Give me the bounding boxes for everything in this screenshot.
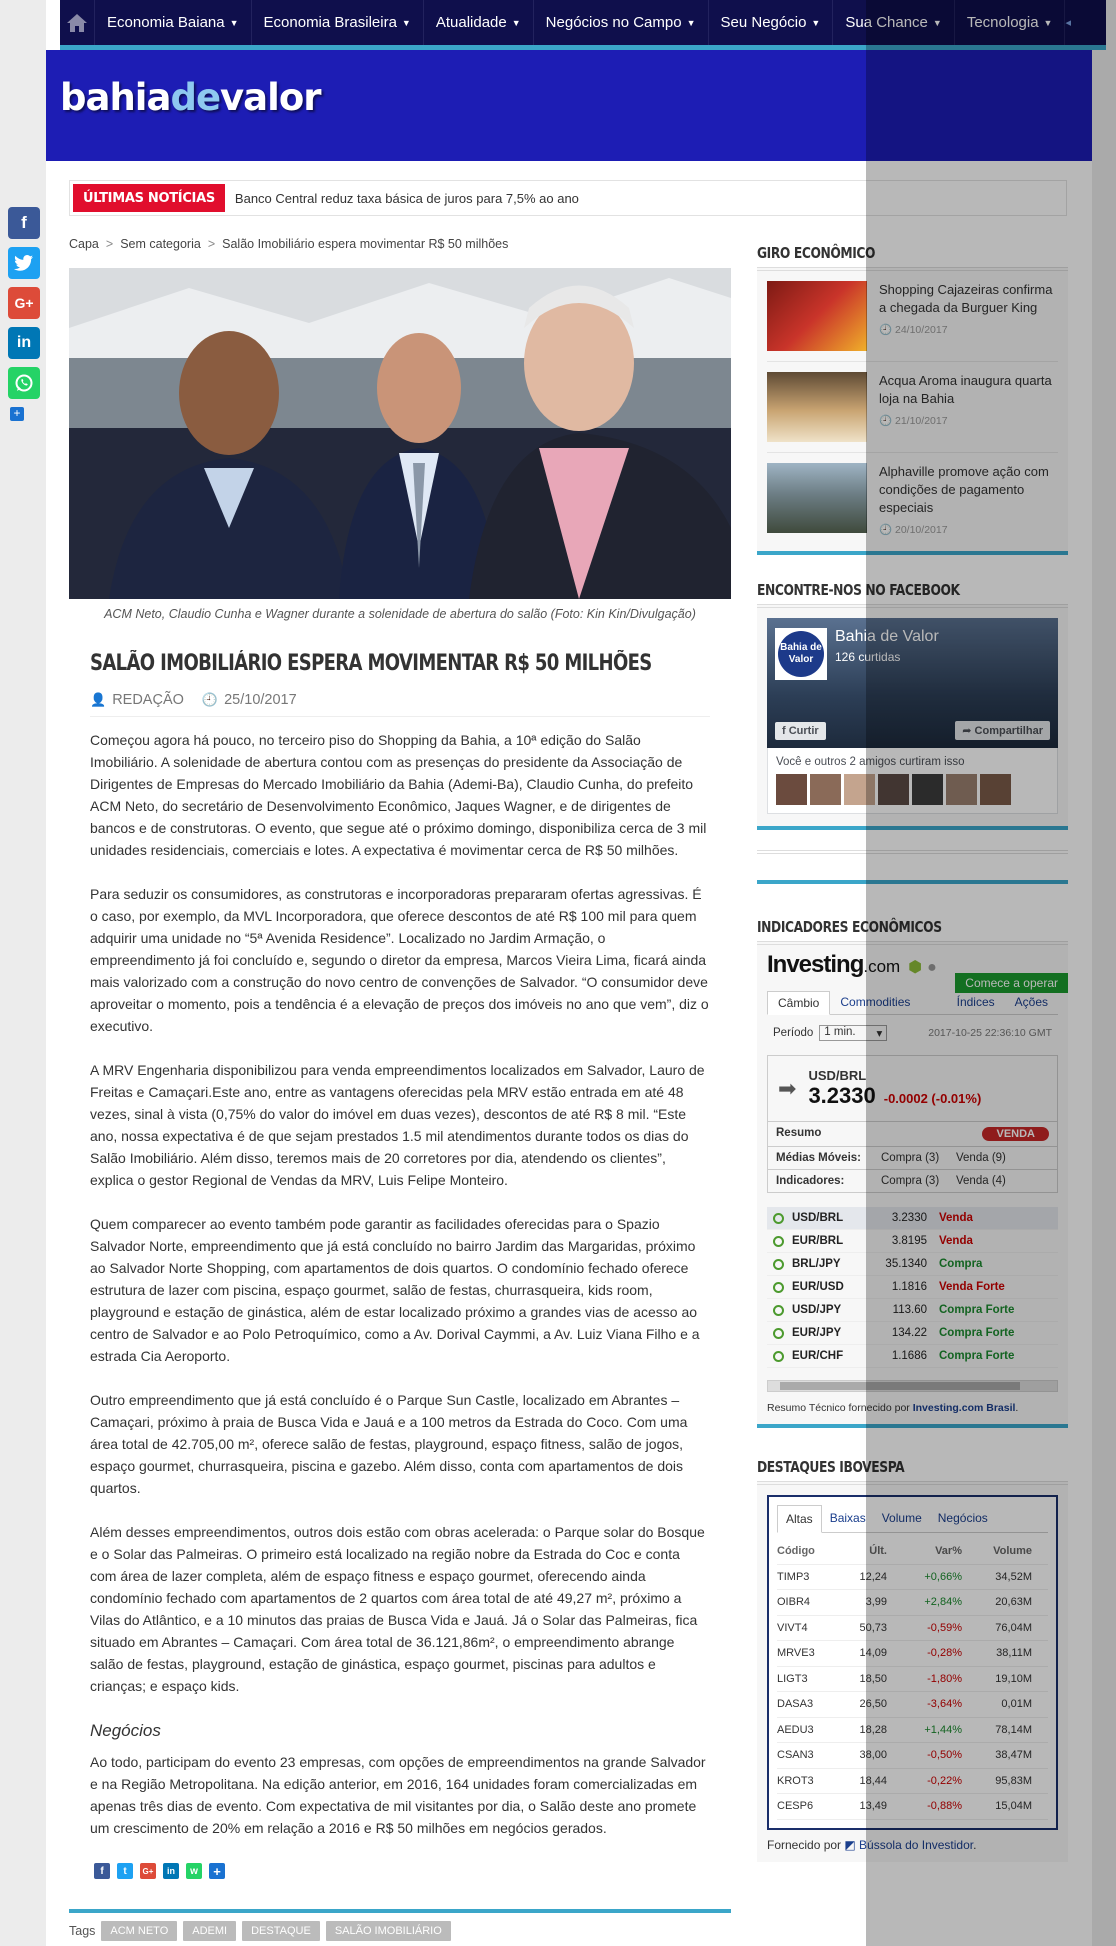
bussola-link[interactable]: Bússola do Investidor bbox=[859, 1837, 974, 1852]
giro-date-text: 24/10/2017 bbox=[895, 324, 948, 336]
widget-title-ibovespa: DESTAQUES IBOVESPA bbox=[757, 1458, 905, 1476]
friend-avatar[interactable] bbox=[878, 774, 909, 805]
rate-signal: Venda Forte bbox=[939, 1281, 1005, 1293]
nav-atualidade[interactable] bbox=[424, 0, 534, 45]
footer-text: Fornecido por bbox=[767, 1837, 845, 1852]
medias-buy: Compra (3) bbox=[881, 1152, 940, 1164]
facebook-share-icon[interactable]: f bbox=[8, 207, 40, 239]
rate-value: 134.22 bbox=[891, 1327, 927, 1339]
giro-item[interactable] bbox=[757, 453, 1068, 539]
stock-last: 18,50 bbox=[859, 1672, 887, 1685]
more-share-icon[interactable]: + bbox=[10, 407, 24, 421]
clock-icon bbox=[773, 1328, 784, 1339]
rate-row[interactable] bbox=[767, 1276, 1058, 1299]
investing-footer bbox=[767, 1402, 1058, 1414]
breadcrumb-category-link[interactable]: Sem categoria bbox=[120, 237, 201, 251]
rate-value: 3.8195 bbox=[891, 1235, 927, 1247]
article-meta bbox=[90, 692, 710, 717]
facebook-like-count: 126 curtidas bbox=[835, 650, 901, 664]
nav-label: Economia Baiana bbox=[107, 14, 225, 31]
quote-change: -0.0002 (-0.01%) bbox=[883, 1091, 982, 1106]
breadcrumb bbox=[69, 237, 508, 251]
stock-change: -1,80% bbox=[927, 1672, 962, 1685]
table-row[interactable] bbox=[777, 1616, 1048, 1642]
stock-last: 18,44 bbox=[859, 1774, 887, 1787]
stock-code[interactable]: DASA3 bbox=[777, 1698, 814, 1711]
rate-symbol[interactable]: EUR/USD bbox=[792, 1281, 844, 1293]
nav-negocios-no-campo[interactable] bbox=[534, 0, 709, 45]
article-paragraph: Ao todo, participam do evento 23 empresas, com opções de empreendimentos na grande Salvador e na Região Metropolitana. Na edição anterior, em 2016, 164 unidades foram comercializadas em apenas três dias de evento. Com expectativa de mil visitantes por dia, o Salão deste ano promete um crescimento de 20% em relação a 2016 e R$ 50 milhões em negócios gerados. bbox=[90, 1754, 706, 1836]
stock-volume: 76,04M bbox=[995, 1621, 1032, 1634]
stock-last: 26,50 bbox=[859, 1698, 887, 1711]
apple-icon[interactable]: ● bbox=[927, 959, 936, 976]
period-row bbox=[767, 1021, 1058, 1045]
arrow-right-icon: ➡ bbox=[778, 1075, 797, 1101]
stock-change: -0,22% bbox=[927, 1774, 962, 1787]
start-trading-button[interactable]: Comece a operar bbox=[955, 973, 1068, 993]
tab-acoes[interactable]: Ações bbox=[1014, 995, 1048, 1009]
rate-row[interactable] bbox=[767, 1345, 1058, 1368]
friend-avatar[interactable] bbox=[980, 774, 1011, 805]
nav-economia-baiana[interactable] bbox=[95, 0, 252, 45]
giro-item-title[interactable]: Acqua Aroma inaugura quarta loja na Bahia bbox=[879, 373, 1052, 406]
facebook-page-name[interactable]: Bahia de Valor bbox=[835, 628, 939, 645]
rate-symbol[interactable]: EUR/JPY bbox=[792, 1327, 842, 1339]
caret-down-icon: ▼ bbox=[686, 17, 696, 28]
tag-link[interactable]: ACM NETO bbox=[101, 1921, 177, 1941]
stock-change: +2,84% bbox=[924, 1596, 962, 1609]
clock-icon bbox=[773, 1259, 784, 1270]
tab-altas[interactable]: Altas bbox=[777, 1505, 822, 1533]
linkedin-share-icon[interactable]: in bbox=[163, 1863, 179, 1879]
stock-change: +1,44% bbox=[924, 1723, 962, 1736]
rate-value: 3.2330 bbox=[891, 1212, 927, 1224]
inline-share-bar bbox=[94, 1863, 731, 1879]
rate-value: 1.1816 bbox=[891, 1281, 927, 1293]
giro-item-date: 🕘 20/10/2017 bbox=[879, 524, 948, 536]
stock-change: -0,88% bbox=[927, 1800, 962, 1813]
breadcrumb-separator: > bbox=[105, 237, 114, 251]
stock-volume: 15,04M bbox=[995, 1800, 1032, 1813]
stock-volume: 78,14M bbox=[995, 1723, 1032, 1736]
stock-volume: 38,11M bbox=[996, 1647, 1032, 1660]
compass-icon: ◩ bbox=[844, 1837, 860, 1852]
friend-avatar[interactable] bbox=[912, 774, 943, 805]
stock-volume: 20,63M bbox=[995, 1596, 1032, 1609]
tab-indices[interactable]: Índices bbox=[956, 995, 995, 1009]
like-label: Curtir bbox=[788, 725, 819, 737]
breadcrumb-home-link[interactable]: Capa bbox=[69, 237, 99, 251]
indicators-label: Indicadores: bbox=[776, 1175, 845, 1187]
caret-down-icon: ▼ bbox=[1043, 17, 1053, 28]
share-arrow-icon: ➦ bbox=[962, 725, 975, 737]
article-subhead: Negócios bbox=[90, 1721, 161, 1740]
stock-code[interactable]: LIGT3 bbox=[777, 1672, 808, 1685]
rate-signal: Venda bbox=[939, 1212, 973, 1224]
rate-symbol[interactable]: USD/JPY bbox=[792, 1304, 842, 1316]
indicators-buy: Compra (3) bbox=[881, 1175, 940, 1187]
ibovespa-rows bbox=[777, 1565, 1048, 1820]
friends-text: Você e outros 2 amigos curtiram isso bbox=[776, 756, 965, 768]
facebook-friends bbox=[767, 748, 1058, 814]
column-header: Código bbox=[777, 1545, 815, 1558]
giro-item-date: 🕘 24/10/2017 bbox=[879, 324, 948, 336]
rates-table bbox=[767, 1207, 1058, 1368]
breadcrumb-current: Salão Imobiliário espera movimentar R$ 50 milhões bbox=[222, 237, 509, 251]
article-paragraph: Para seduzir os consumidores, as construtoras e incorporadoras prepararam ofertas agressivas. É o caso, por exemplo, da MVL Incorporadora, que oferece descontos de até R$ 100 mil para quem adquirir uma unidade no “5ª Avenida Residence”. Localizado no Jardim Armação, o empreendimento já foi concluído e, segundo o diretor da empresa, Marcos Vieira Lima, ficará ainda mais valorizado com a construção do novo centro de convenções de Salvador. “O consumidor deve aproveitar o momento, pois a tendência é a elevação de preços dos imóveis no ano que vem”, diz o executivo. bbox=[90, 886, 709, 1034]
rate-value: 35.1340 bbox=[885, 1258, 927, 1270]
stock-code[interactable]: CSAN3 bbox=[777, 1749, 814, 1762]
medias-sell: Venda (9) bbox=[956, 1152, 1006, 1164]
stock-last: 18,28 bbox=[859, 1723, 887, 1736]
stock-code[interactable]: TIMP3 bbox=[777, 1570, 810, 1583]
table-row[interactable] bbox=[777, 1743, 1048, 1769]
home-button[interactable] bbox=[60, 0, 95, 45]
logo-part: de bbox=[170, 76, 221, 119]
stock-volume: 34,52M bbox=[995, 1570, 1032, 1583]
tab-negocios[interactable]: Negócios bbox=[937, 1511, 988, 1525]
friend-avatar[interactable] bbox=[844, 774, 875, 805]
article-date: 25/10/2017 bbox=[224, 692, 297, 708]
rate-signal: Compra bbox=[939, 1258, 983, 1270]
article-paragraph: A MRV Engenharia disponibilizou para venda empreendimentos localizados em Salvador, Lauro de Freitas e Camaçari.Este ano, entre as vantagens oferecidas pela MRV estão entrada em até 48 vezes, sinal à vista (0,75% do valor do imóvel em duas vezes), descontos de até R$ 8 mil. “Este ano, nossa expectativa é de que sejam prestados 1.5 mil atendimentos durante todos os dias do Salão Imobiliário. Além disso, teremos mais de 20 corretores por dia, atendendo os clientes”, explica o gestor Regional de Vendas da MRV, Luis Felipe Monteiro. bbox=[90, 1062, 705, 1188]
clock-icon bbox=[773, 1213, 784, 1224]
brand-text: Investing bbox=[767, 951, 864, 978]
caret-down-icon: ▼ bbox=[511, 17, 521, 28]
clock-icon bbox=[773, 1351, 784, 1362]
period-label: Período bbox=[773, 1027, 814, 1039]
stock-last: 14,09 bbox=[859, 1647, 887, 1660]
tag-link[interactable]: DESTAQUE bbox=[242, 1921, 320, 1941]
stock-last: 50,73 bbox=[859, 1621, 887, 1634]
ibovespa-tabs bbox=[777, 1505, 1048, 1533]
stock-last: 3,99 bbox=[865, 1596, 887, 1609]
caret-down-icon: ▼ bbox=[229, 17, 239, 28]
friend-avatars bbox=[776, 774, 1049, 805]
indicators-sell: Venda (4) bbox=[956, 1175, 1006, 1187]
article-photo bbox=[69, 268, 731, 599]
table-row[interactable] bbox=[777, 1692, 1048, 1718]
twitter-share-icon[interactable] bbox=[8, 247, 40, 279]
photo-caption: ACM Neto, Claudio Cunha e Wagner durante a solenidade de abertura do salão (Foto: Kin Kin/Divulgação) bbox=[104, 607, 696, 621]
stock-code[interactable]: CESP6 bbox=[777, 1800, 814, 1813]
logo-part: bahia bbox=[60, 76, 171, 119]
more-share-icon[interactable]: + bbox=[209, 1863, 225, 1879]
rate-symbol[interactable]: EUR/CHF bbox=[792, 1350, 844, 1362]
article-paragraph: Começou agora há pouco, no terceiro piso do Shopping da Bahia, a 10ª edição do Salão Imobiliário. A solenidade de abertura contou com as presenças do presidente da Associação de Dirigentes de Empresas do Mercado Imobiliário da Bahia (Ademi-Ba), Claudio Cunha, do prefeito ACM Neto, do secretário de Desenvolvimento Econômico, Jaques Wagner, e de dirigentes de bancos e de construtoras. O evento, que segue até o próximo domingo, disponibiliza cerca de 3 mil unidades residenciais, comerciais e lotes. A expectativa é movimentar cerca de R$ 50 milhões. bbox=[90, 732, 707, 858]
facebook-page-avatar[interactable] bbox=[775, 628, 827, 680]
resumo-badge: VENDA bbox=[982, 1127, 1049, 1141]
rate-signal: Compra Forte bbox=[939, 1304, 1015, 1316]
widget-title-facebook: ENCONTRE-NOS NO FACEBOOK bbox=[757, 581, 960, 599]
quote-box bbox=[767, 1055, 1058, 1193]
investing-link[interactable]: Investing.com Brasil bbox=[912, 1402, 1016, 1414]
whatsapp-share-icon[interactable]: w bbox=[186, 1863, 202, 1879]
tab-commodities[interactable]: Commodities bbox=[840, 995, 911, 1009]
facebook-widget bbox=[757, 604, 1068, 830]
stock-change: -0,59% bbox=[927, 1621, 962, 1634]
investing-widget bbox=[757, 941, 1068, 1428]
rate-symbol[interactable]: USD/BRL bbox=[792, 1212, 844, 1224]
giro-widget bbox=[757, 267, 1068, 555]
rate-row[interactable] bbox=[767, 1230, 1058, 1253]
quote-timestamp: 2017-10-25 22:36:10 GMT bbox=[928, 1027, 1052, 1039]
article-title: SALÃO IMOBILIÁRIO ESPERA MOVIMENTAR R$ 50 MILHÕES bbox=[90, 651, 652, 676]
rate-value: 113.60 bbox=[892, 1304, 927, 1316]
ibovespa-footer bbox=[767, 1838, 1058, 1852]
widget-title-giro: GIRO ECONÔMICO bbox=[757, 244, 876, 262]
google-plus-share-icon[interactable]: G+ bbox=[8, 287, 40, 319]
rate-row[interactable] bbox=[767, 1207, 1058, 1230]
empty-widget bbox=[757, 850, 1068, 884]
rate-row[interactable] bbox=[767, 1253, 1058, 1276]
column-header: Últ. bbox=[869, 1545, 887, 1558]
avatar-text: Bahia de Valor bbox=[778, 631, 824, 677]
stock-last: 13,49 bbox=[859, 1800, 887, 1813]
table-row[interactable] bbox=[777, 1590, 1048, 1616]
facebook-share-icon[interactable]: f bbox=[94, 1863, 110, 1879]
rate-signal: Compra Forte bbox=[939, 1350, 1015, 1362]
tab-baixas[interactable]: Baixas bbox=[829, 1511, 866, 1525]
table-row[interactable] bbox=[777, 1794, 1048, 1820]
article-paragraph: Além desses empreendimentos, outros dois estão com obras acelerada: o Parque solar do Bosque e o Solar das Palmeiras. O primeiro está localizado na região nobre da Estrada do Coc e conta com área de lazer completa, além de espaço fitness e espaço gourmet, oferecendo ainda condomínio fechado com apartamentos de 2 quartos com área total de até 49,27 m², próximo a Vilas do Atlântico, e a 10 minutos das praias de Busca Vida e Jauá. Já o Solar das Palmeiras, fica situado em Abrantes – Camaçari. Com área total de 36.121,86m², o empreendimento abrange salão de festas, playground, estação de ginástica, espaço gourmet, piscinas para adultos e crianças; e espaço kids. bbox=[90, 1524, 705, 1694]
table-row[interactable] bbox=[777, 1667, 1048, 1693]
stock-change: -0,28% bbox=[927, 1647, 962, 1660]
stock-last: 38,00 bbox=[859, 1749, 887, 1762]
nav-tecnologia[interactable] bbox=[955, 0, 1066, 45]
rate-symbol[interactable]: BRL/JPY bbox=[792, 1258, 841, 1270]
rate-signal: Venda bbox=[939, 1235, 973, 1247]
article bbox=[69, 268, 731, 1941]
android-icon[interactable]: ⬢ bbox=[908, 959, 922, 976]
nav-label: Seu Negócio bbox=[720, 14, 807, 31]
scrollbar-thumb[interactable] bbox=[780, 1382, 1020, 1390]
investing-tabs bbox=[767, 991, 1058, 1015]
giro-date-text: 20/10/2017 bbox=[895, 524, 948, 536]
stock-change: +0,66% bbox=[924, 1570, 962, 1583]
nav-label: Tecnologia bbox=[966, 14, 1039, 31]
giro-item[interactable] bbox=[757, 362, 1068, 442]
sidebar-toggle-icon[interactable]: ◂ bbox=[1065, 17, 1071, 29]
facebook-like-button[interactable] bbox=[775, 722, 826, 740]
period-select[interactable] bbox=[819, 1025, 887, 1041]
clock-icon bbox=[773, 1305, 784, 1316]
giro-item-title[interactable]: Shopping Cajazeiras confirma a chegada da Burguer King bbox=[879, 282, 1053, 315]
table-row[interactable] bbox=[777, 1565, 1048, 1591]
giro-item-date: 🕘 21/10/2017 bbox=[879, 415, 948, 427]
whatsapp-share-icon[interactable] bbox=[8, 367, 40, 399]
stock-volume: 95,83M bbox=[995, 1774, 1032, 1787]
linkedin-share-icon[interactable]: in bbox=[8, 327, 40, 359]
nav-seu-negocio[interactable] bbox=[709, 0, 834, 45]
site-logo[interactable] bbox=[60, 76, 320, 119]
giro-thumbnail[interactable] bbox=[767, 463, 867, 533]
footer-text: . bbox=[1015, 1402, 1019, 1414]
column-header: Var% bbox=[935, 1545, 962, 1558]
stock-code[interactable]: VIVT4 bbox=[777, 1621, 808, 1634]
stock-code[interactable]: AEDU3 bbox=[777, 1723, 814, 1736]
facebook-share-button[interactable] bbox=[955, 721, 1050, 740]
stock-volume: 38,47M bbox=[995, 1749, 1032, 1762]
nav-economia-brasileira[interactable] bbox=[252, 0, 424, 45]
widget-title-indicadores: INDICADORES ECONÔMICOS bbox=[757, 918, 942, 936]
google-plus-share-icon[interactable]: G+ bbox=[140, 1863, 156, 1879]
ibovespa-widget bbox=[757, 1481, 1068, 1862]
floating-share-bar bbox=[8, 207, 40, 421]
breadcrumb-separator: > bbox=[207, 237, 216, 251]
stock-volume: 0,01M bbox=[1001, 1698, 1032, 1711]
ibovespa-table-box bbox=[767, 1495, 1058, 1830]
stock-volume: 19,10M bbox=[995, 1672, 1032, 1685]
caret-down-icon: ▼ bbox=[811, 17, 821, 28]
rate-value: 1.1686 bbox=[891, 1350, 927, 1362]
brand-text: .com bbox=[863, 957, 901, 976]
tab-volume[interactable]: Volume bbox=[881, 1511, 922, 1525]
footer-text: . bbox=[973, 1837, 977, 1852]
friend-avatar[interactable] bbox=[810, 774, 841, 805]
table-row[interactable] bbox=[777, 1769, 1048, 1795]
rate-row[interactable] bbox=[767, 1299, 1058, 1322]
clock-icon bbox=[773, 1282, 784, 1293]
quote-price: 3.2330 bbox=[808, 1083, 876, 1108]
table-row[interactable] bbox=[777, 1641, 1048, 1667]
stock-last: 12,24 bbox=[859, 1570, 887, 1583]
medias-label: Médias Móveis: bbox=[776, 1152, 861, 1164]
nav-label: Atualidade bbox=[435, 14, 507, 31]
resumo-label: Resumo bbox=[776, 1127, 822, 1139]
giro-thumbnail[interactable] bbox=[767, 281, 867, 351]
column-header: Volume bbox=[993, 1545, 1032, 1558]
facebook-page-cover[interactable] bbox=[767, 618, 1058, 748]
caret-down-icon: ▼ bbox=[401, 17, 411, 28]
stock-code[interactable]: OIBR4 bbox=[777, 1596, 811, 1609]
article-tags bbox=[69, 1921, 731, 1941]
friend-avatar[interactable] bbox=[946, 774, 977, 805]
facebook-icon: f bbox=[782, 725, 789, 737]
tab-cambio[interactable]: Câmbio bbox=[767, 991, 830, 1015]
article-divider bbox=[69, 1909, 731, 1913]
nav-label: Negócios no Campo bbox=[545, 14, 682, 31]
nav-label: Economia Brasileira bbox=[263, 14, 397, 31]
nav-label: Sua Chance bbox=[845, 14, 928, 31]
stock-change: -3,64% bbox=[927, 1698, 962, 1711]
home-icon bbox=[66, 13, 88, 33]
giro-item[interactable] bbox=[757, 271, 1068, 351]
tags-label: Tags bbox=[69, 1924, 96, 1938]
article-paragraph: Outro empreendimento que já está concluído é o Parque Sun Castle, localizado em Abrantes – Camaçari, próximo à praia de Busca Vida e Jauá e a 100 metros da Estrada do Coco. Com uma área total de 42.705,00 m², oferece salão de festas, playground, espaço fitness, salão de jogos, espaço gourmet, churrasqueira, piscina e gazebo. Além disso, conta com apartamentos de dois quartos. bbox=[90, 1392, 688, 1496]
share-label: Compartilhar bbox=[974, 725, 1043, 737]
rate-row[interactable] bbox=[767, 1322, 1058, 1345]
clock-icon: 🕘 bbox=[201, 692, 219, 707]
breaking-news-bar bbox=[69, 180, 1067, 216]
main-navigation bbox=[60, 0, 1106, 45]
tag-link[interactable]: SALÃO IMOBILIÁRIO bbox=[326, 1921, 451, 1941]
author-name[interactable]: REDAÇÃO bbox=[112, 692, 184, 708]
giro-date-text: 21/10/2017 bbox=[895, 415, 948, 427]
sidebar bbox=[757, 244, 1068, 1862]
stock-code[interactable]: MRVE3 bbox=[777, 1647, 815, 1660]
nav-sua-chance[interactable] bbox=[833, 0, 954, 45]
quote-pair: USD/BRL bbox=[808, 1068, 867, 1083]
chevron-down-icon: ▾ bbox=[876, 1028, 883, 1040]
giro-item-title[interactable]: Alphaville promove ação com condições de pagamento especiais bbox=[879, 464, 1049, 515]
table-row[interactable] bbox=[777, 1718, 1048, 1744]
breaking-news-label: ÚLTIMAS NOTÍCIAS bbox=[73, 184, 225, 212]
clock-icon bbox=[773, 1236, 784, 1247]
caret-down-icon: ▼ bbox=[932, 17, 942, 28]
article-paragraph: Quem comparecer ao evento também pode garantir as facilidades oferecidas para o Spazio Salvador Norte, empreendimento que já está concluído no bairro Jardim das Margaridas, próximo ao Salvador Norte Shopping, com apartamentos de dois quartos. O condomínio fechado oferece estrutura de lazer com piscina, espaço gourmet, salão de festas, churrasqueira, kids room, playground e estação de ginástica, além de estar localizado próximo a grandes vias de acesso ao centro de Salvador e ao Polo Petroquímico, como a Av. Dorival Caymmi, a Av. Luiz Viana Filho e a estrada Cia Aeroporto. bbox=[90, 1216, 700, 1364]
stock-code[interactable]: KROT3 bbox=[777, 1774, 814, 1787]
horizontal-scrollbar[interactable] bbox=[767, 1380, 1058, 1392]
twitter-share-icon[interactable]: t bbox=[117, 1863, 133, 1879]
giro-thumbnail[interactable] bbox=[767, 372, 867, 442]
user-icon: 👤 bbox=[90, 692, 107, 707]
stock-change: -0,50% bbox=[927, 1749, 962, 1762]
table-header bbox=[777, 1539, 1048, 1565]
rate-signal: Compra Forte bbox=[939, 1327, 1015, 1339]
friend-avatar[interactable] bbox=[776, 774, 807, 805]
rate-symbol[interactable]: EUR/BRL bbox=[792, 1235, 844, 1247]
logo-part: valor bbox=[220, 76, 321, 119]
period-value: 1 min. bbox=[824, 1026, 856, 1038]
tag-link[interactable]: ADEMI bbox=[183, 1921, 236, 1941]
breaking-news-link[interactable]: Banco Central reduz taxa básica de juros para 7,5% ao ano bbox=[234, 190, 579, 206]
footer-text: Resumo Técnico fornecido por bbox=[767, 1402, 913, 1414]
